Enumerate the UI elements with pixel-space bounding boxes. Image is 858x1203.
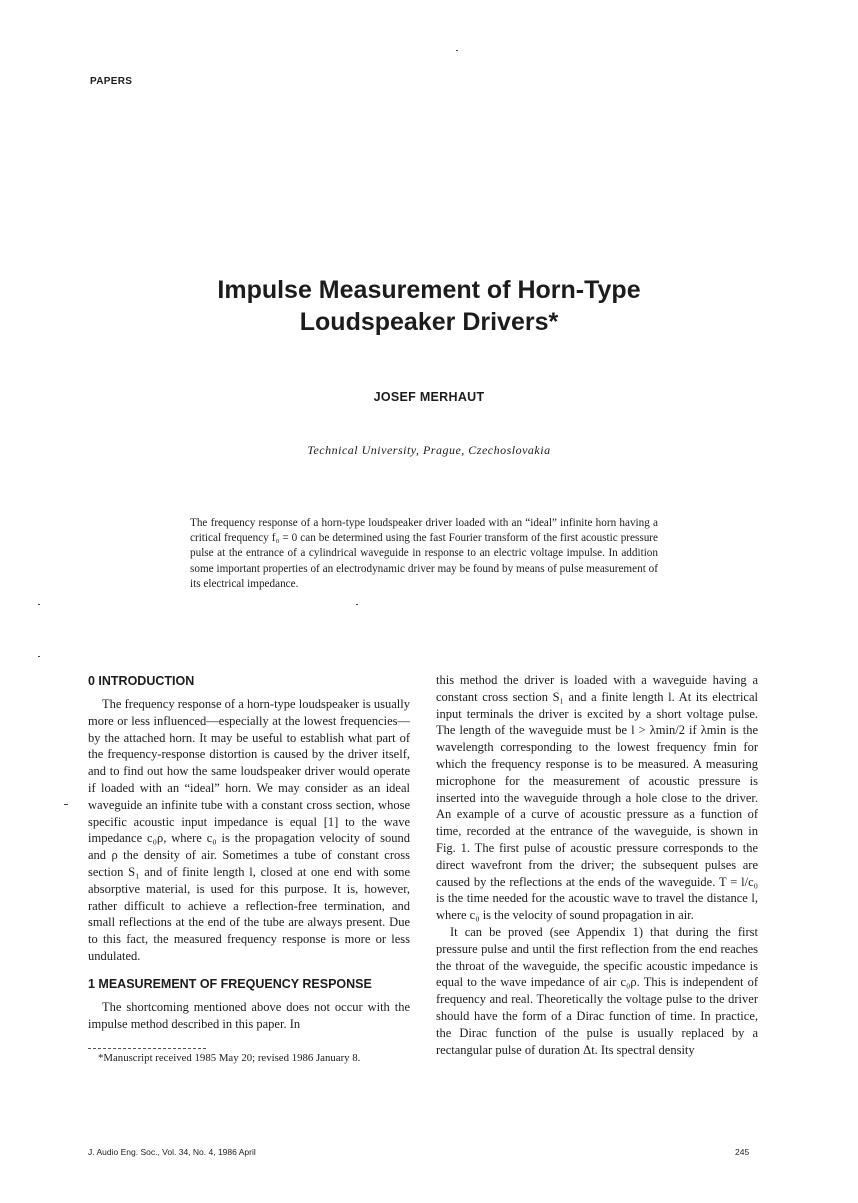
footnote-rule (88, 1048, 206, 1049)
footnote: *Manuscript received 1985 May 20; revised 1986 January 8. (98, 1052, 361, 1064)
left-column (88, 672, 410, 1032)
measurement-paragraph: The shortcoming mentioned above does not occur with the impulse method described in this paper. In (88, 999, 410, 1031)
method-paragraph: this method the driver is loaded with a waveguide having a constant cross section S₁ and a finite length l. At its electrical input terminals the driver is excited by a short voltage pulse. The length of the waveguide must be l > λmin/2 if λmin is the wavelength corresponding to the lowest frequency fmin for which the frequency response is to be measured. A measuring microphone for the measurement of acoustic pressure is inserted into the waveguide through a hole close to the driver. An example of a curve of acoustic pressure as a function of time, recorded at the entrance of the waveguide, is shown in Fig. 1. The first pulse of acoustic pressure corresponds to the direct wavefront from the driver; the subsequent pulses are caused by the reflections at the ends of the waveguide. T = l/c₀ is the time needed for the acoustic wave to travel the distance l, where c₀ is the velocity of sound propagation in air. (436, 673, 758, 923)
scan-speck (356, 604, 358, 605)
article-title (0, 274, 858, 338)
author-affiliation: Technical University, Prague, Czechoslovakia (307, 443, 551, 457)
title-line-2: Loudspeaker Drivers* (299, 308, 559, 336)
page-number: 245 (735, 1147, 750, 1157)
running-footer: J. Audio Eng. Soc., Vol. 34, No. 4, 1986 April (88, 1147, 256, 1157)
scan-speck (38, 656, 40, 657)
title-line-1: Impulse Measurement of Horn-Type (217, 276, 641, 304)
introduction-paragraph: The frequency response of a horn-type loudspeaker is usually more or less influenced—especially at the lowest frequencies—by the attached horn. It may be useful to establish what part of the frequency-response distortion is caused by the driver itself, and to find out how the same loudspeaker driver would operate if loaded with an “ideal” horn. We may consider as an ideal waveguide an infinite tube with a constant cross section, whose specific acoustic input impedance is equal [1] to the wave impedance c₀ρ, where c₀ is the propagation velocity of sound and ρ the density of air. Sometimes a tube of constant cross section S₁ and of finite length l, closed at one end with some absorptive material, is used for this purpose. It is, however, rather difficult to achieve a reflection-free termination, and small reflections at the end of the tube are always present. Due to this fact, the measured frequency response is more or less undulated. (88, 697, 410, 963)
scan-speck (456, 50, 458, 51)
proof-paragraph: It can be proved (see Appendix 1) that during the first pressure pulse and until the first reflection from the end reaches the throat of the waveguide, the specific acoustic impedance is equal to the wave impedance of air c₀ρ. This is independent of frequency and real. Theoretically the voltage pulse to the driver should have the form of a Dirac function of time. In practice, the Dirac function of the pulse is usually replaced by a rectangular pulse of duration Δt. Its spectral density (436, 924, 758, 1057)
measurement-heading: 1 MEASUREMENT OF FREQUENCY RESPONSE (88, 976, 372, 991)
abstract: The frequency response of a horn-type loudspeaker driver loaded with an “ideal” infinite horn having a critical frequency f₀ = 0 can be determined using the fast Fourier transform of the first acoustic pressure pulse at the entrance of a cylindrical waveguide in response to an electric voltage impulse. In addition some important properties of an electrodynamic driver may be found by means of pulse measurement of its electrical impedance. (190, 517, 658, 590)
right-column (436, 672, 758, 1058)
author-name: JOSEF MERHAUT (373, 390, 485, 404)
section-label: PAPERS (90, 76, 133, 87)
scan-speck (64, 804, 68, 805)
introduction-heading: 0 INTRODUCTION (88, 674, 195, 688)
scan-speck (38, 604, 40, 605)
